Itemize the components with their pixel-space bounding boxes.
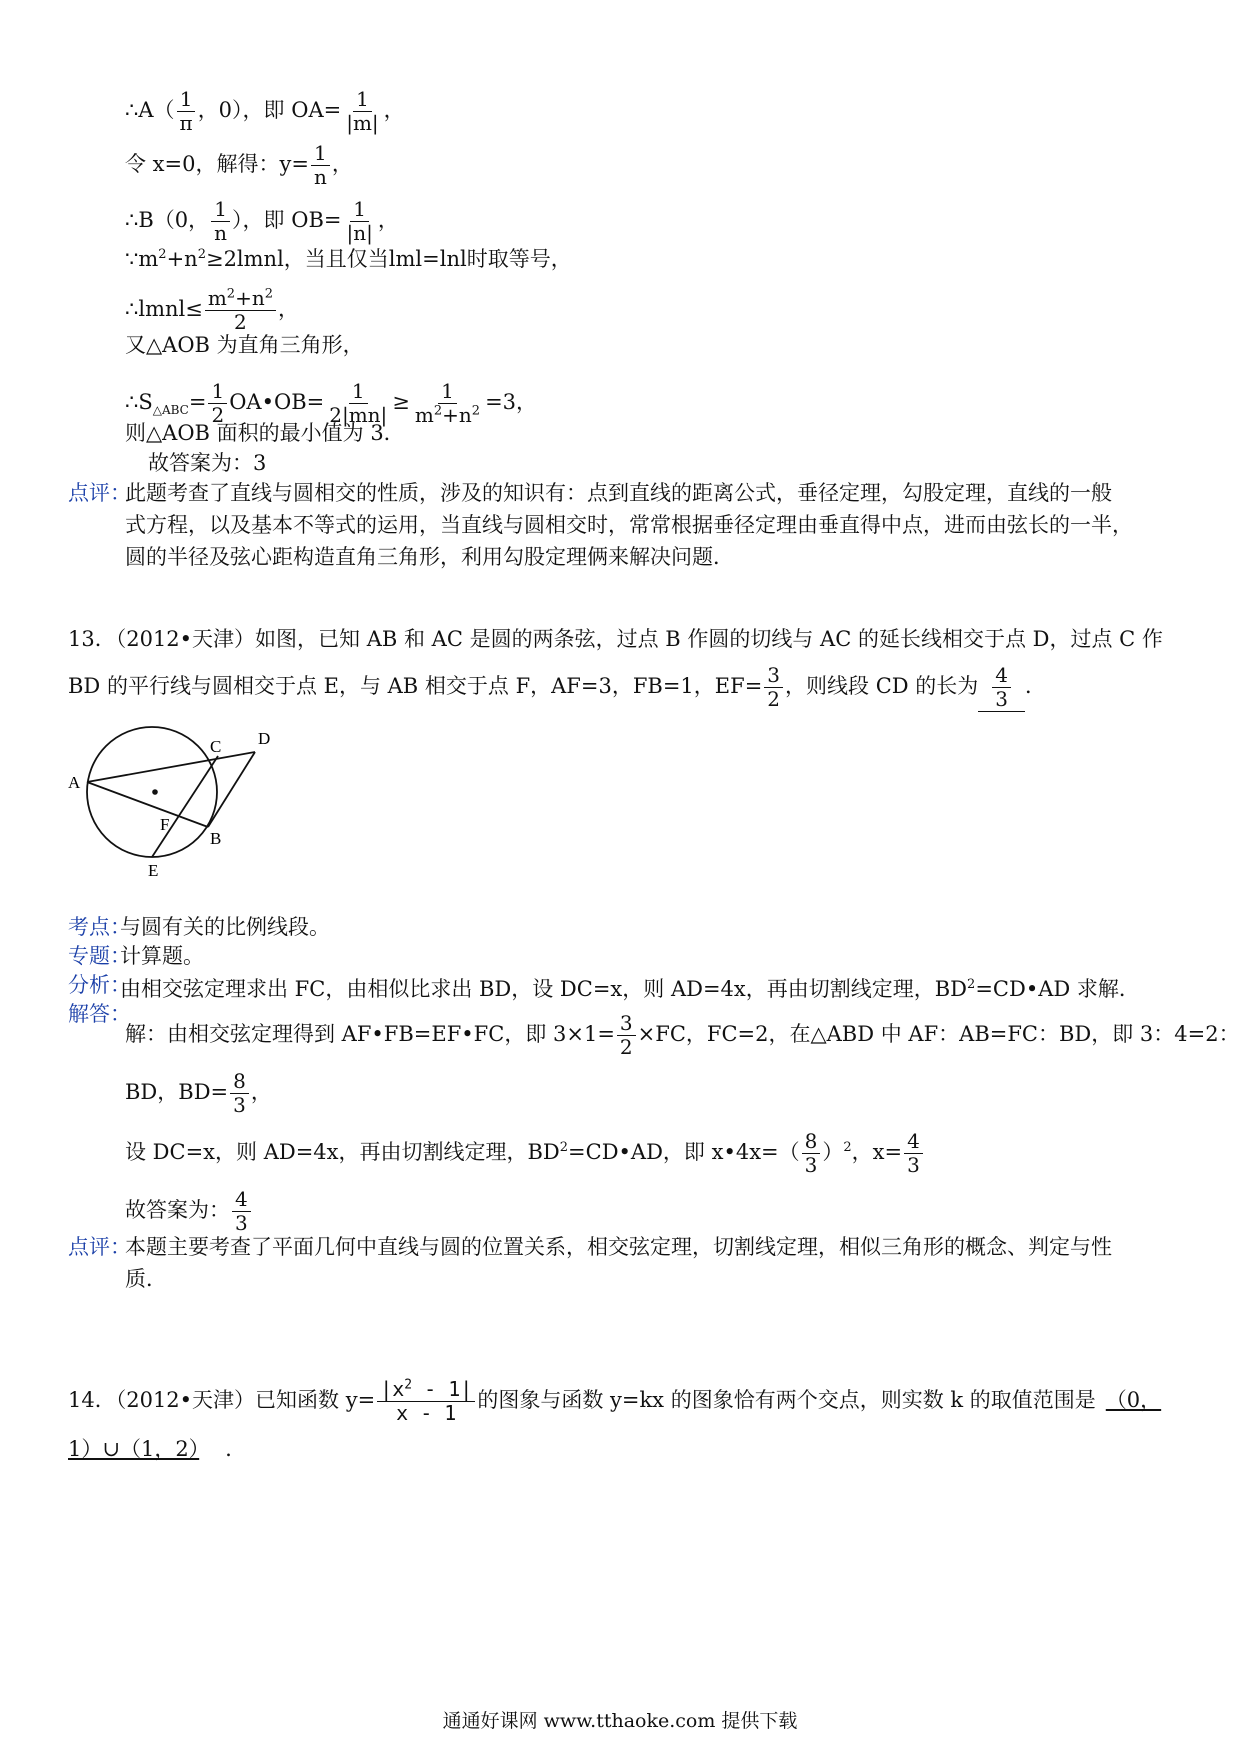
q13-line2 <box>68 664 1046 712</box>
label-F: F <box>160 815 170 834</box>
fraction <box>764 664 783 711</box>
text: +n <box>235 286 265 310</box>
answer-blank <box>978 664 1025 712</box>
solution12-line4 <box>125 242 572 272</box>
line-CE <box>152 756 218 857</box>
fraction <box>904 1130 923 1177</box>
numerator: 4 <box>992 664 1011 688</box>
text: ， <box>278 297 299 321</box>
q14-line2 <box>68 1436 246 1462</box>
review13-line2: 质． <box>125 1267 167 1291</box>
fraction <box>177 88 196 135</box>
denominator: 3 <box>235 1211 248 1235</box>
superscript: 2 <box>158 247 167 262</box>
denominator: 2 <box>211 403 225 427</box>
superscript: 2 <box>433 403 443 419</box>
q13-line1: 13．（2012•天津）如图，已知 AB 和 AC 是圆的两条弦，过点 B 作圆的切线与 AC 的延长线相交于点 D，过点 C 作 <box>68 627 1163 651</box>
numerator: 1 <box>350 198 369 222</box>
fraction <box>232 1188 251 1235</box>
superscript: 2 <box>967 977 976 992</box>
text: ∴S <box>125 390 153 414</box>
text: 14．（2012•天津）已知函数 y= <box>68 1388 376 1412</box>
text: ． <box>1025 674 1047 698</box>
text: 令 x=0，解得：y= <box>125 152 309 176</box>
line-BD <box>208 752 255 827</box>
solution12-line1 <box>125 88 405 135</box>
text: ） <box>822 1140 844 1164</box>
numerator: 3 <box>764 664 783 688</box>
text: 解：由相交弦定理得到 AF•FB=EF•FC，即 3×1= <box>125 1022 615 1046</box>
fenxi-label: 分析： <box>68 973 131 997</box>
numerator: 4 <box>904 1130 923 1154</box>
fraction <box>343 198 375 245</box>
solution12-line6: 又△AOB 为直角三角形， <box>125 333 364 357</box>
text: =CD•AD，即 x•4x=（ <box>568 1140 800 1164</box>
text: m <box>207 286 227 310</box>
fraction <box>617 1012 636 1059</box>
superscript: 2 <box>197 247 206 262</box>
jieda-line3 <box>125 1130 925 1177</box>
line-AB <box>87 782 208 827</box>
text: ×FC，FC=2，在△ABD 中 AF：AB=FC：BD，即 3：4=2： <box>637 1022 1240 1046</box>
text: ． <box>225 1437 247 1461</box>
label-C: C <box>210 737 222 756</box>
fraction <box>802 1130 821 1177</box>
denominator: 2 <box>619 1035 633 1059</box>
q14-line1 <box>68 1378 1167 1425</box>
superscript: 2 <box>404 1377 413 1393</box>
superscript: 2 <box>226 286 236 302</box>
review13-line1: 本题主要考查了平面几何中直线与圆的位置关系，相交弦定理，切割线定理，相似三角形的概念、判定与性 <box>125 1235 1112 1259</box>
text: ， <box>250 1080 272 1104</box>
denominator: 2 <box>234 310 247 334</box>
denominator: π <box>179 111 193 135</box>
kaodian-text: 与圆有关的比例线段。 <box>120 915 330 939</box>
solution12-line8: 则△AOB 面积的最小值为 3． <box>125 421 405 445</box>
denominator <box>412 404 483 427</box>
line-AD <box>87 752 255 782</box>
denominator: 3 <box>804 1153 818 1177</box>
fenxi-text <box>120 972 1140 1002</box>
text: BD 的平行线与圆相交于点 E，与 AB 相交于点 F，AF=3，FB=1，EF= <box>68 674 763 698</box>
solution12-line5 <box>125 287 299 334</box>
text: |x <box>380 1377 405 1401</box>
text: ， <box>331 152 353 176</box>
text: 的图象与函数 y=kx 的图象恰有两个交点，则实数 k 的取值范围是 <box>477 1388 1096 1412</box>
text: ，则线段 CD 的长为 <box>785 674 979 698</box>
text: 由相交弦定理求出 FC，由相似比求出 BD，设 DC=x，则 AD=4x，再由切割线定理，BD <box>120 977 968 1001</box>
text: ∴A（ <box>125 98 175 122</box>
center-point <box>152 789 158 795</box>
text: - 1| <box>412 1377 473 1401</box>
text: = <box>188 390 207 414</box>
review12-label: 点评： <box>68 481 131 505</box>
geometry-diagram <box>60 722 290 882</box>
text: ∴B（0， <box>125 208 210 232</box>
text: ∴lmnl≤ <box>125 297 203 321</box>
numerator: 1 <box>177 88 196 112</box>
numerator: 8 <box>802 1130 821 1154</box>
jieda-label: 解答： <box>68 1002 131 1026</box>
review12-line2: 式方程，以及基本不等式的运用，当直线与圆相交时，常常根据垂径定理由垂直得中点，进而由弦长的一半， <box>125 513 1133 537</box>
review13-label: 点评： <box>68 1235 131 1259</box>
denominator: |n| <box>346 221 373 245</box>
text: ， <box>377 208 399 232</box>
text: ，x= <box>851 1140 903 1164</box>
superscript: 2 <box>471 403 481 419</box>
review12-line3: 圆的半径及弦心距构造直角三角形，利用勾股定理俩来解决问题． <box>125 545 734 569</box>
solution12-line3 <box>125 198 399 245</box>
answer-part2: 1）∪（1，2） <box>68 1437 200 1461</box>
denominator: 3 <box>995 687 1009 711</box>
numerator: 1 <box>311 142 330 166</box>
jieda-line2 <box>125 1070 272 1117</box>
text: ），即 OB= <box>232 208 342 232</box>
text: =3， <box>485 390 538 414</box>
denominator: n <box>214 221 228 245</box>
text: ∵m <box>125 247 159 271</box>
text: +n <box>442 403 472 427</box>
numerator: 1 <box>211 198 230 222</box>
label-A: A <box>68 773 81 792</box>
numerator <box>377 1378 475 1402</box>
superscript: 2 <box>843 1140 852 1155</box>
denominator: 3 <box>907 1153 920 1177</box>
text: 故答案为： <box>125 1198 230 1222</box>
numerator: 1 <box>349 380 368 404</box>
zhuanti-label: 专题： <box>68 944 131 968</box>
text: 设 DC=x，则 AD=4x，再由切割线定理，BD <box>125 1140 560 1164</box>
numerator: 1 <box>353 88 372 112</box>
solution12-line9: 故答案为：3 <box>148 451 267 475</box>
label-E: E <box>148 861 159 880</box>
jieda-line1 <box>125 1012 1240 1059</box>
text: ≥2lmnl，当且仅当lml=lnl时取等号， <box>205 247 572 271</box>
text: ， <box>383 98 405 122</box>
circle <box>87 727 217 857</box>
numerator: 1 <box>438 380 457 404</box>
fraction <box>992 664 1011 711</box>
fraction <box>343 88 381 135</box>
denominator: x - 1 <box>396 1401 457 1425</box>
zhuanti-text: 计算题。 <box>120 944 204 968</box>
denominator: n <box>313 165 327 189</box>
label-D: D <box>258 729 271 748</box>
superscript: 2 <box>559 1140 569 1155</box>
fraction <box>205 287 276 334</box>
fraction <box>311 142 330 189</box>
kaodian-label: 考点： <box>68 915 131 939</box>
numerator: 4 <box>232 1188 251 1212</box>
text: +n <box>166 247 198 271</box>
label-B: B <box>210 829 222 848</box>
fraction <box>377 1378 475 1425</box>
answer-part1: （0， <box>1105 1388 1162 1412</box>
text: ≥ <box>392 390 410 414</box>
superscript: 2 <box>264 286 273 302</box>
solution12-line2 <box>125 142 353 189</box>
fraction <box>230 1070 249 1117</box>
text: m <box>414 403 434 427</box>
fraction <box>412 380 483 427</box>
denominator: 3 <box>233 1093 246 1117</box>
fraction <box>211 198 230 245</box>
text: ，0），即 OA= <box>197 98 342 122</box>
numerator <box>205 287 276 311</box>
text: BD，BD= <box>125 1080 229 1104</box>
jieda-line4 <box>125 1188 253 1235</box>
denominator: 2 <box>767 687 781 711</box>
text: OA•OB= <box>229 390 325 414</box>
denominator: 2|mn| <box>329 403 388 427</box>
numerator: 8 <box>230 1070 249 1094</box>
page-footer: 通通好课网 www.tthaoke.com 提供下载 <box>442 1710 798 1732</box>
numerator: 1 <box>208 380 227 404</box>
review12-line1: 此题考查了直线与圆相交的性质，涉及的知识有：点到直线的距离公式，垂径定理，勾股定理，直线的一般 <box>125 481 1112 505</box>
denominator: |m| <box>346 111 379 135</box>
subscript: △ABC <box>152 403 189 418</box>
text: =CD•AD 求解． <box>975 977 1140 1001</box>
numerator: 3 <box>617 1012 636 1036</box>
